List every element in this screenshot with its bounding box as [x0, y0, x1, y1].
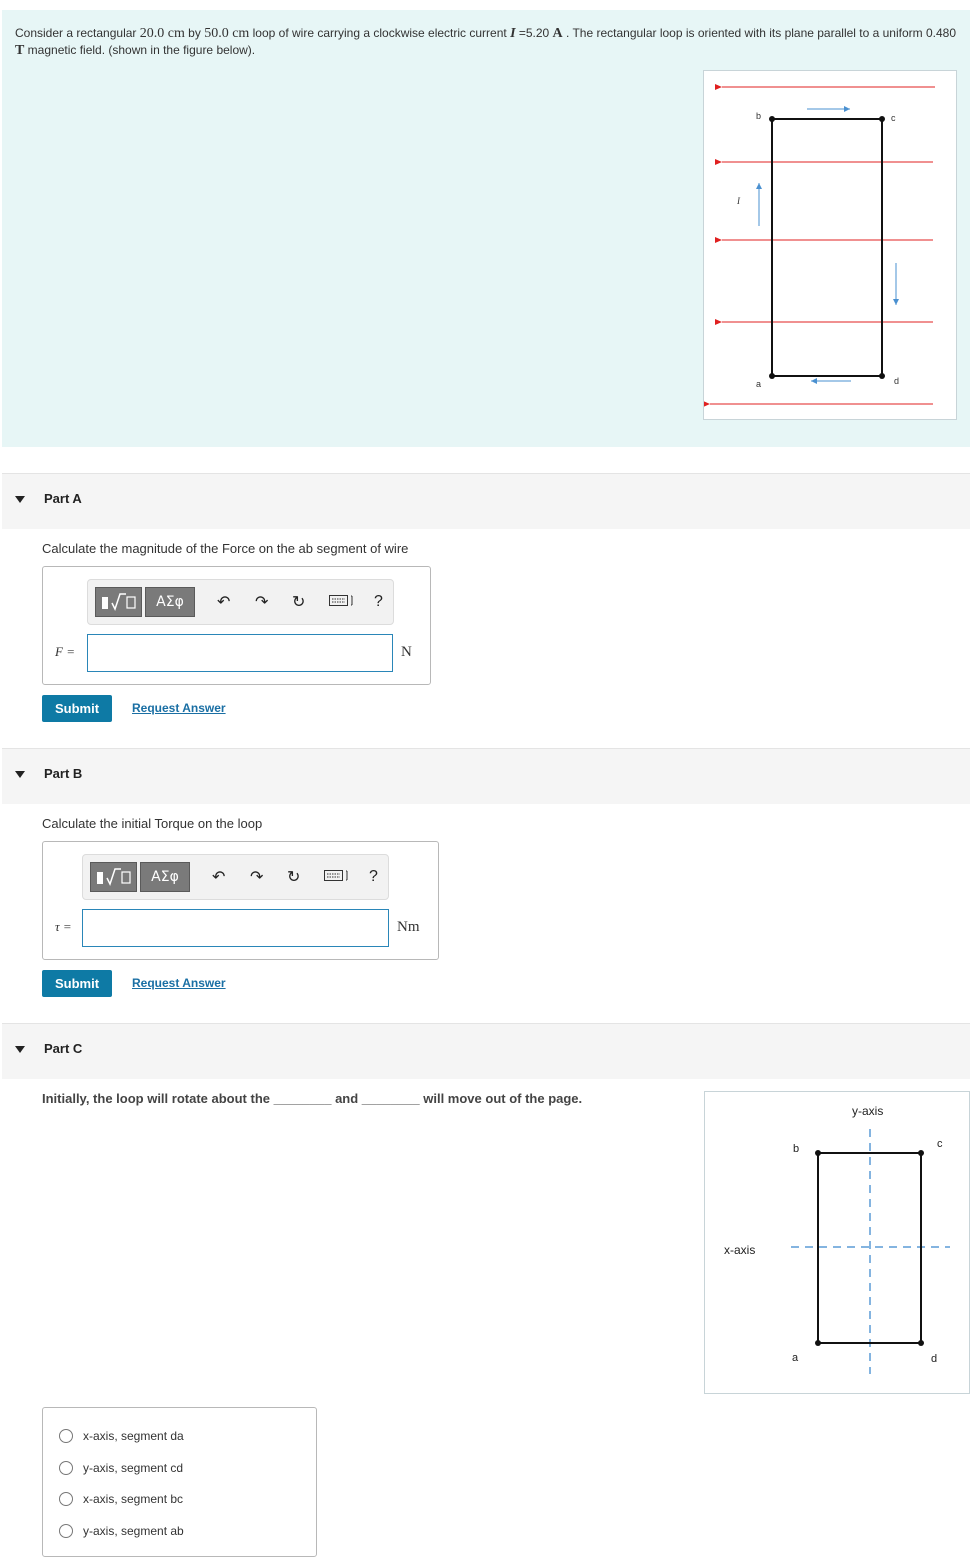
collapse-triangle-icon[interactable] — [15, 496, 25, 503]
choice-label: x-axis, segment da — [83, 1429, 184, 1443]
problem-text — [15, 25, 960, 59]
radio-button[interactable] — [59, 1524, 73, 1538]
redo-icon[interactable]: ↷ — [250, 867, 264, 886]
radio-button[interactable] — [59, 1492, 73, 1506]
part-a-math-toolbar — [87, 579, 394, 625]
corner-label-d: d — [931, 1353, 938, 1365]
current-label: I — [737, 196, 740, 206]
collapse-triangle-icon[interactable] — [15, 1046, 25, 1053]
blank-2: ________ — [361, 1091, 420, 1106]
problem-length-1: 20.0 cm — [139, 26, 185, 41]
template-glyph — [96, 588, 141, 616]
keyboard-glyph — [329, 594, 355, 608]
part-c-choices — [42, 1407, 317, 1557]
part-b-unit: Nm — [397, 919, 420, 935]
part-b-header[interactable] — [2, 748, 970, 804]
part-a-title: Part A — [44, 491, 82, 506]
undo-icon[interactable]: ↶ — [212, 867, 226, 886]
current-value: =5.20 — [515, 26, 553, 40]
part-a-unit: N — [401, 644, 412, 660]
keyboard-icon[interactable] — [324, 869, 350, 887]
part-b-title: Part B — [44, 766, 83, 781]
greek-symbols-button[interactable]: ΑΣφ — [140, 862, 190, 892]
radio-button[interactable] — [59, 1429, 73, 1443]
axes-diagram — [705, 1092, 971, 1395]
corner-dot-b — [769, 116, 775, 122]
part-c-header[interactable] — [2, 1023, 970, 1079]
corner-label-d: d — [894, 376, 900, 386]
problem-text-segment: magnetic field. (shown in the figure below). — [24, 43, 256, 57]
wire-loop — [772, 119, 882, 376]
problem-text-segment: loop of wire carrying a clockwise electric current — [249, 26, 511, 40]
radio-button[interactable] — [59, 1461, 73, 1475]
problem-text-segment: . The rectangular loop is oriented with its plane parallel to a uniform — [562, 26, 926, 40]
corner-dot-c — [918, 1150, 924, 1156]
y-axis-label: y-axis — [852, 1104, 884, 1118]
question-text-segment: will move out of the page. — [419, 1091, 583, 1106]
keyboard-icon[interactable] — [329, 594, 355, 612]
keyboard-glyph — [324, 869, 350, 883]
corner-label-b: b — [793, 1143, 800, 1155]
loop-in-field-diagram — [704, 71, 958, 421]
corner-label-b: b — [756, 111, 762, 121]
part-b-question: Calculate the initial Torque on the loop — [42, 816, 263, 831]
corner-dot-b — [815, 1150, 821, 1156]
loop-in-field-figure — [703, 70, 957, 420]
current-symbol: I — [510, 26, 516, 41]
part-a-submit-button[interactable]: Submit — [42, 695, 112, 722]
template-glyph — [91, 863, 136, 891]
part-b-request-answer-link[interactable]: Request Answer — [132, 976, 226, 990]
corner-label-c: c — [937, 1138, 943, 1150]
choice-label: x-axis, segment bc — [83, 1492, 184, 1506]
fraction-sqrt-template-icon[interactable] — [90, 862, 137, 892]
part-c-title: Part C — [44, 1041, 83, 1056]
choice-label: y-axis, segment cd — [83, 1461, 184, 1475]
corner-dot-c — [879, 116, 885, 122]
choice-label: y-axis, segment ab — [83, 1524, 184, 1538]
problem-text-segment: Consider a rectangular — [15, 26, 140, 40]
field-value: 0.480 — [925, 26, 957, 40]
corner-dot-d — [879, 373, 885, 379]
question-text-segment: and — [331, 1091, 362, 1106]
current-unit: A — [552, 26, 563, 41]
reset-icon[interactable]: ↻ — [292, 592, 306, 611]
problem-length-2: 50.0 cm — [204, 26, 250, 41]
part-b-answer-input[interactable] — [82, 909, 389, 947]
part-a-request-answer-link[interactable]: Request Answer — [132, 701, 226, 715]
field-unit: T — [15, 43, 25, 58]
blank-1: ________ — [273, 1091, 332, 1106]
undo-icon[interactable]: ↶ — [217, 592, 231, 611]
corner-label-a: a — [756, 379, 762, 389]
part-a-answer-box — [42, 566, 431, 685]
problem-text-segment: by — [184, 26, 205, 40]
help-button[interactable]: ? — [374, 593, 383, 610]
part-b-variable: τ = — [55, 919, 72, 934]
part-a-variable: F = — [55, 644, 75, 659]
redo-icon[interactable]: ↷ — [255, 592, 269, 611]
collapse-triangle-icon[interactable] — [15, 771, 25, 778]
question-text-segment: Initially, the loop will rotate about the — [42, 1091, 274, 1106]
part-a-answer-input[interactable] — [87, 634, 393, 672]
part-c-question — [42, 1091, 582, 1106]
fraction-sqrt-template-icon[interactable] — [95, 587, 142, 617]
part-a-question: Calculate the magnitude of the Force on the ab segment of wire — [42, 541, 409, 556]
greek-symbols-button[interactable]: ΑΣφ — [145, 587, 195, 617]
part-a-header[interactable] — [2, 473, 970, 529]
part-b-submit-button[interactable]: Submit — [42, 970, 112, 997]
corner-dot-a — [769, 373, 775, 379]
part-b-math-toolbar — [82, 854, 389, 900]
corner-dot-a — [815, 1340, 821, 1346]
x-axis-label: x-axis — [724, 1243, 756, 1257]
axes-figure — [704, 1091, 970, 1394]
corner-label-a: a — [792, 1352, 799, 1364]
part-b-answer-box — [42, 841, 439, 960]
help-button[interactable]: ? — [369, 868, 378, 885]
corner-label-c: c — [891, 113, 896, 123]
corner-dot-d — [918, 1340, 924, 1346]
reset-icon[interactable]: ↻ — [287, 867, 301, 886]
